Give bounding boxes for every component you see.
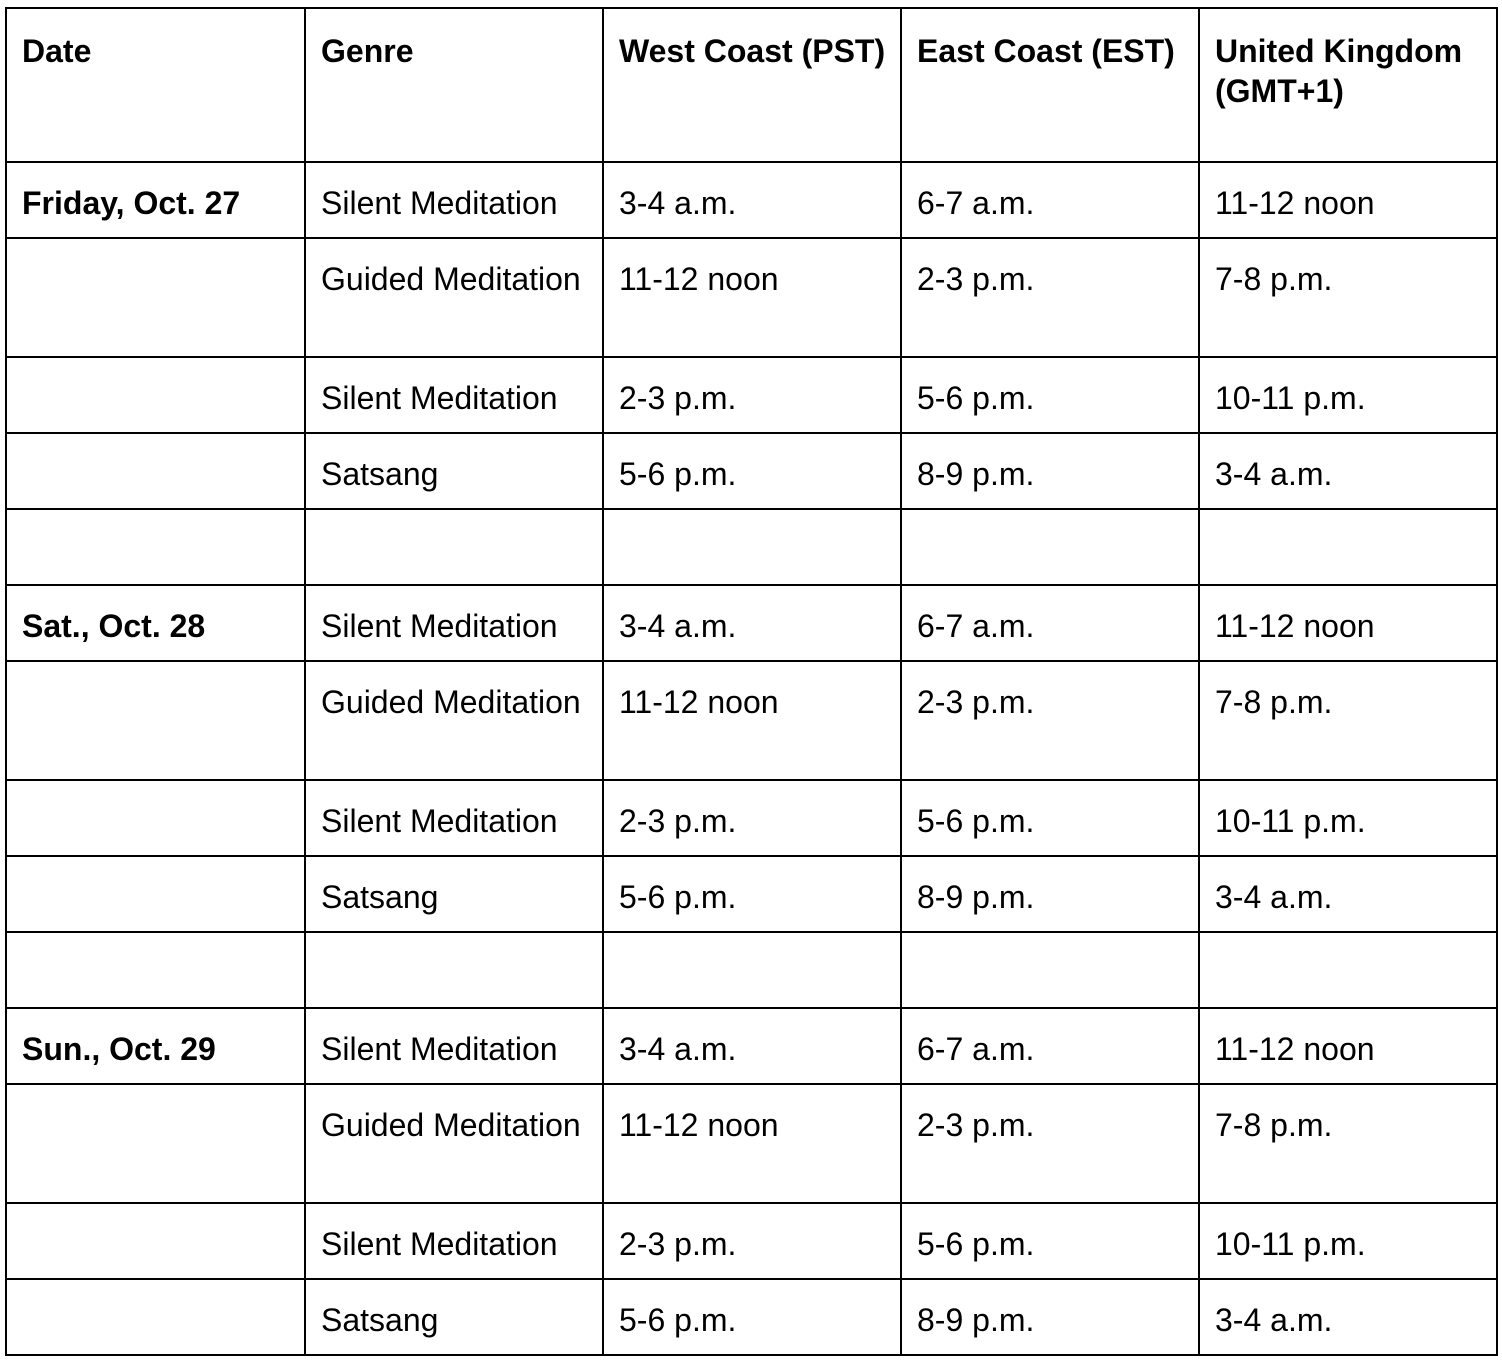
table-row xyxy=(6,585,1497,661)
spacer-row xyxy=(6,509,1497,585)
date-cell xyxy=(6,661,305,780)
date-cell xyxy=(6,1203,305,1279)
table-row xyxy=(6,1203,1497,1279)
west-coast-time-cell: 3-4 a.m. xyxy=(603,162,901,238)
west-coast-time-cell: 11-12 noon xyxy=(603,1084,901,1203)
date-cell: Sun., Oct. 29 xyxy=(6,1008,305,1084)
genre-cell: Silent Meditation xyxy=(305,357,603,433)
west-coast-time-cell: 11-12 noon xyxy=(603,238,901,357)
genre-cell: Guided Meditation xyxy=(305,661,603,780)
uk-time-cell: 10-11 p.m. xyxy=(1199,780,1497,856)
date-cell xyxy=(6,238,305,357)
uk-time-cell: 3-4 a.m. xyxy=(1199,433,1497,509)
empty-cell xyxy=(901,509,1199,585)
uk-time-cell: 3-4 a.m. xyxy=(1199,856,1497,932)
east-coast-time-cell: 2-3 p.m. xyxy=(901,1084,1199,1203)
east-coast-time-cell: 2-3 p.m. xyxy=(901,238,1199,357)
genre-cell: Satsang xyxy=(305,433,603,509)
genre-cell: Guided Meditation xyxy=(305,1084,603,1203)
east-coast-time-cell: 2-3 p.m. xyxy=(901,661,1199,780)
table-row xyxy=(6,162,1497,238)
header-genre: Genre xyxy=(305,8,603,162)
west-coast-time-cell: 3-4 a.m. xyxy=(603,1008,901,1084)
east-coast-time-cell: 6-7 a.m. xyxy=(901,1008,1199,1084)
east-coast-time-cell: 8-9 p.m. xyxy=(901,1279,1199,1355)
schedule-table xyxy=(5,7,1498,1356)
date-cell xyxy=(6,433,305,509)
west-coast-time-cell: 2-3 p.m. xyxy=(603,1203,901,1279)
table-row xyxy=(6,1279,1497,1355)
uk-time-cell: 11-12 noon xyxy=(1199,1008,1497,1084)
west-coast-time-cell: 5-6 p.m. xyxy=(603,856,901,932)
empty-cell xyxy=(1199,932,1497,1008)
west-coast-time-cell: 11-12 noon xyxy=(603,661,901,780)
east-coast-time-cell: 5-6 p.m. xyxy=(901,780,1199,856)
empty-cell xyxy=(901,932,1199,1008)
table-row xyxy=(6,856,1497,932)
east-coast-time-cell: 6-7 a.m. xyxy=(901,585,1199,661)
uk-time-cell: 11-12 noon xyxy=(1199,585,1497,661)
genre-cell: Guided Meditation xyxy=(305,238,603,357)
east-coast-time-cell: 5-6 p.m. xyxy=(901,1203,1199,1279)
empty-cell xyxy=(305,509,603,585)
uk-time-cell: 10-11 p.m. xyxy=(1199,357,1497,433)
uk-time-cell: 7-8 p.m. xyxy=(1199,661,1497,780)
table-row xyxy=(6,357,1497,433)
date-cell: Sat., Oct. 28 xyxy=(6,585,305,661)
date-cell xyxy=(6,357,305,433)
table-row xyxy=(6,433,1497,509)
date-cell xyxy=(6,780,305,856)
table-row xyxy=(6,661,1497,780)
genre-cell: Silent Meditation xyxy=(305,1203,603,1279)
genre-cell: Silent Meditation xyxy=(305,1008,603,1084)
empty-cell xyxy=(1199,509,1497,585)
east-coast-time-cell: 6-7 a.m. xyxy=(901,162,1199,238)
empty-cell xyxy=(305,932,603,1008)
genre-cell: Silent Meditation xyxy=(305,780,603,856)
empty-cell xyxy=(6,509,305,585)
east-coast-time-cell: 8-9 p.m. xyxy=(901,433,1199,509)
header-west-coast: West Coast (PST) xyxy=(603,8,901,162)
date-cell xyxy=(6,856,305,932)
west-coast-time-cell: 2-3 p.m. xyxy=(603,357,901,433)
genre-cell: Satsang xyxy=(305,1279,603,1355)
table-row xyxy=(6,238,1497,357)
west-coast-time-cell: 5-6 p.m. xyxy=(603,1279,901,1355)
table-row xyxy=(6,1084,1497,1203)
header-date: Date xyxy=(6,8,305,162)
date-cell: Friday, Oct. 27 xyxy=(6,162,305,238)
schedule-body xyxy=(6,162,1497,1355)
west-coast-time-cell: 3-4 a.m. xyxy=(603,585,901,661)
uk-time-cell: 3-4 a.m. xyxy=(1199,1279,1497,1355)
header-east-coast: East Coast (EST) xyxy=(901,8,1199,162)
west-coast-time-cell: 5-6 p.m. xyxy=(603,433,901,509)
genre-cell: Silent Meditation xyxy=(305,162,603,238)
spacer-row xyxy=(6,932,1497,1008)
uk-time-cell: 11-12 noon xyxy=(1199,162,1497,238)
genre-cell: Satsang xyxy=(305,856,603,932)
uk-time-cell: 7-8 p.m. xyxy=(1199,238,1497,357)
table-row xyxy=(6,780,1497,856)
empty-cell xyxy=(6,932,305,1008)
uk-time-cell: 7-8 p.m. xyxy=(1199,1084,1497,1203)
east-coast-time-cell: 8-9 p.m. xyxy=(901,856,1199,932)
header-united-kingdom: United Kingdom (GMT+1) xyxy=(1199,8,1497,162)
header-row xyxy=(6,8,1497,162)
date-cell xyxy=(6,1279,305,1355)
east-coast-time-cell: 5-6 p.m. xyxy=(901,357,1199,433)
table-row xyxy=(6,1008,1497,1084)
empty-cell xyxy=(603,509,901,585)
uk-time-cell: 10-11 p.m. xyxy=(1199,1203,1497,1279)
genre-cell: Silent Meditation xyxy=(305,585,603,661)
west-coast-time-cell: 2-3 p.m. xyxy=(603,780,901,856)
date-cell xyxy=(6,1084,305,1203)
empty-cell xyxy=(603,932,901,1008)
